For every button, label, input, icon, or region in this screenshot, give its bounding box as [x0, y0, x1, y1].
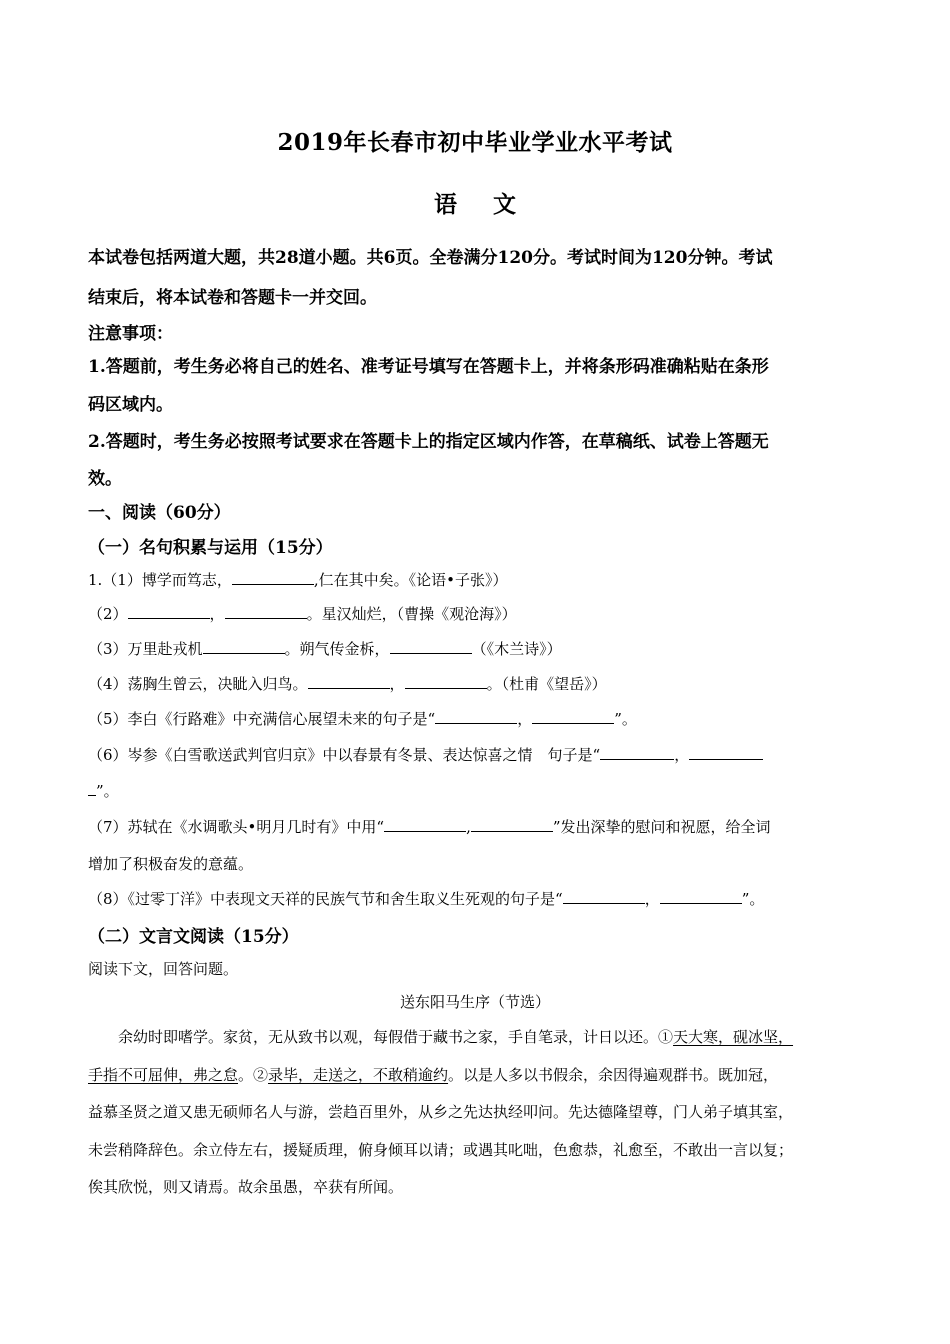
question-1-item-1 — [88, 569, 868, 590]
passage-line-3: 益慕圣贤之道又患无硕师名人与游，尝趋百里外，从乡之先达执经叩问。先达德隆望尊，门人弟子填其室， — [88, 1103, 794, 1121]
answer-blank[interactable] — [232, 570, 314, 585]
q1-8-suffix: ”。 — [741, 890, 765, 908]
passage-line-4: 未尝稍降辞色。余立侍左右，援疑质理，俯身倾耳以请；或遇其叱咄，色愈恭，礼愈至，不敢出一言以复； — [88, 1141, 794, 1159]
answer-blank[interactable] — [203, 639, 285, 654]
note-1-line-1: 1.答题前，考生务必将自己的姓名、准考证号填写在答题卡上，并将条形码准确粘贴在条形 — [88, 357, 769, 377]
q1-3-mid: 。朔气传金柝， — [284, 640, 390, 658]
answer-blank[interactable] — [660, 889, 742, 904]
question-1-item-6-cont — [88, 780, 868, 801]
part-1-heading: （一）名句积累与运用（15分） — [88, 538, 333, 558]
note-2-line-1: 2.答题时，考生务必按照考试要求在答题卡上的指定区域内作答，在草稿纸、试卷上答题无 — [88, 432, 769, 452]
answer-blank[interactable] — [128, 604, 210, 619]
q1-7-mid: , — [466, 818, 471, 836]
underlined-sentence-1: 天大寒，砚冰坚， — [673, 1028, 794, 1046]
q1-5-mid: ， — [517, 710, 533, 728]
answer-blank[interactable] — [600, 745, 674, 760]
q1-3-suffix: （《木兰诗》） — [471, 640, 562, 658]
answer-blank[interactable] — [308, 674, 390, 689]
answer-blank[interactable] — [435, 709, 517, 724]
answer-blank[interactable] — [471, 817, 553, 832]
q1-1-suffix: ,仁在其中矣。《论语•子张》） — [313, 571, 508, 589]
answer-blank[interactable] — [405, 674, 487, 689]
passage-line-5: 俟其欣悦，则又请焉。故余虽愚，卒获有所闻。 — [88, 1178, 404, 1196]
q1-4-mid: ， — [389, 675, 405, 693]
q1-8-prefix: （8）《过零丁洋》中表现文天祥的民族气节和舍生取义生死观的句子是“ — [88, 890, 563, 908]
q1-7-suffix: ”发出深挚的慰问和祝愿，给全词 — [552, 818, 771, 836]
passage-text: 。② — [238, 1066, 269, 1084]
q1-2-mid: ， — [209, 605, 225, 623]
question-1-item-8 — [88, 888, 868, 909]
question-1-item-6 — [88, 744, 868, 765]
q1-4-suffix: 。（杜甫《望岳》） — [486, 675, 607, 693]
q1-6-cont: ”。 — [96, 782, 119, 800]
answer-blank[interactable] — [390, 639, 472, 654]
underlined-sentence-2: 录毕，走送之，不敢稍逾约 — [268, 1066, 449, 1084]
passage-line-1 — [118, 1026, 898, 1047]
q1-5-suffix: ”。 — [614, 710, 637, 728]
q1-8-mid: ， — [644, 890, 660, 908]
q1-1-prefix: 1.（1）博学而笃志， — [88, 571, 232, 589]
answer-blank[interactable] — [225, 604, 307, 619]
q1-3-prefix: （3）万里赴戎机 — [88, 640, 203, 658]
passage-title: 送东阳马生序（节选） — [399, 993, 550, 1011]
note-2-line-2: 效。 — [88, 469, 122, 489]
question-1-item-7-cont: 增加了积极奋发的意蕴。 — [88, 855, 254, 873]
answer-blank[interactable] — [689, 745, 763, 760]
q1-6-prefix: （6）岑参《白雪歌送武判官归京》中以春景有冬景、表达惊喜之情 句子是“ — [88, 746, 601, 764]
q1-5-prefix: （5）李白《行路难》中充满信心展望未来的句子是“ — [88, 710, 436, 728]
answer-blank[interactable] — [384, 817, 466, 832]
passage-line-2 — [88, 1064, 868, 1085]
q1-2-prefix: （2） — [88, 605, 128, 623]
question-1-item-5 — [88, 708, 868, 729]
exam-title: 2019年长春市初中毕业学业水平考试 — [277, 129, 673, 156]
notes-heading: 注意事项： — [88, 324, 173, 344]
q1-2-suffix: 。星汉灿烂，（曹操《观沧海》） — [306, 605, 517, 623]
q1-4-prefix: （4）荡胸生曾云，决眦入归鸟。 — [88, 675, 308, 693]
part-2-heading: （二）文言文阅读（15分） — [88, 927, 299, 947]
question-1-item-2 — [88, 603, 868, 624]
question-1-item-7 — [88, 816, 868, 837]
section-1-heading: 一、阅读（60分） — [88, 503, 231, 523]
passage-text: 。以是人多以书假余，余因得遍观群书。既加冠， — [448, 1066, 779, 1084]
answer-blank[interactable] — [563, 889, 645, 904]
question-1-item-4 — [88, 673, 868, 694]
passage-text: 余幼时即嗜学。家贫，无从致书以观，每假借于藏书之家，手自笔录，计日以还。① — [118, 1028, 674, 1046]
note-1-line-2: 码区域内。 — [88, 395, 173, 415]
q1-7-prefix: （7）苏轼在《水调歌头•明月几时有》中用“ — [88, 818, 385, 836]
question-1-item-3 — [88, 638, 868, 659]
answer-blank[interactable] — [532, 709, 614, 724]
underlined-sentence-1-cont: 手指不可屈伸，弗之怠 — [88, 1066, 239, 1084]
intro-line-1: 本试卷包括两道大题，共28道小题。共6页。全卷满分120分。考试时间为120分钟。考试 — [88, 248, 773, 268]
intro-line-2: 结束后，将本试卷和答题卡一并交回。 — [88, 288, 377, 308]
reading-instruction: 阅读下文，回答问题。 — [88, 960, 239, 978]
answer-blank[interactable] — [88, 781, 96, 796]
subject-heading: 语 文 — [433, 191, 516, 218]
q1-6-mid: ， — [674, 746, 690, 764]
